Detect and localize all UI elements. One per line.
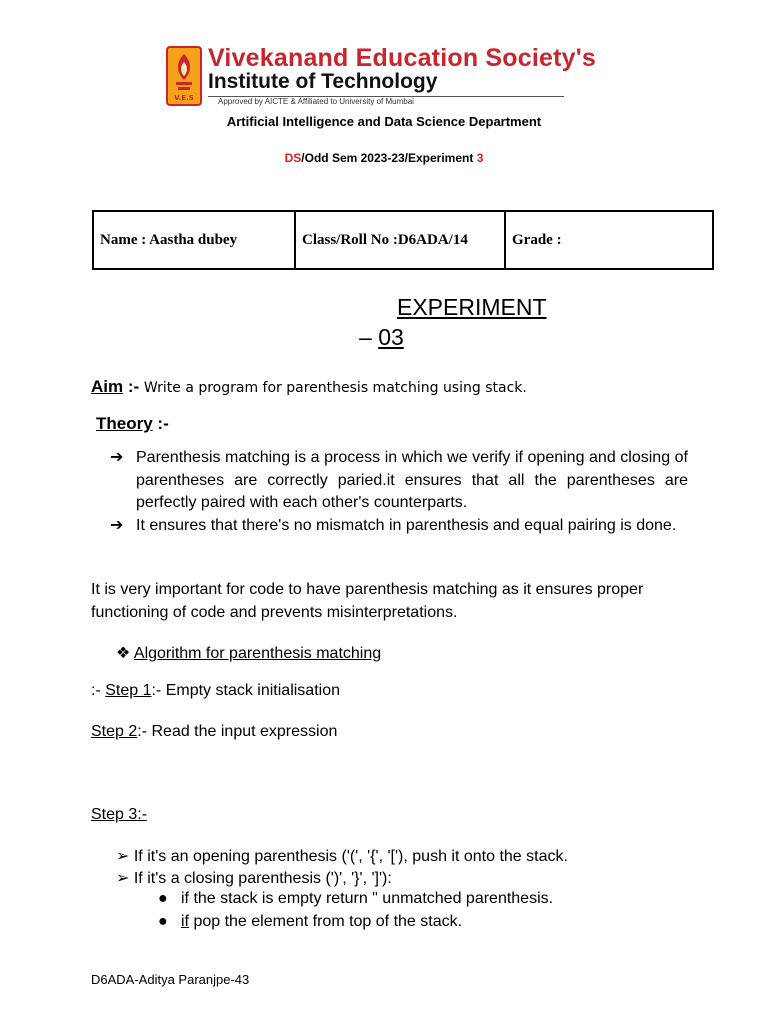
bullet-dot-icon: ●	[158, 890, 181, 907]
step3-dot-2b: pop the element from top of the stack.	[189, 913, 463, 930]
theory-label: Theory	[96, 414, 153, 433]
ves-logo	[166, 46, 202, 106]
page-footer: D6ADA-Aditya Paranjpe-43	[91, 972, 250, 987]
theory-bullet-2: It ensures that there's no mismatch in parenthesis and equal pairing is done.	[136, 517, 677, 534]
list-item	[116, 868, 392, 888]
aim-sep: :-	[123, 377, 144, 396]
step2-text: :- Read the input expression	[137, 723, 338, 740]
step-3	[91, 806, 147, 824]
arrowhead-icon: ➢	[116, 848, 134, 865]
subject-code: DS	[284, 151, 302, 165]
importance-paragraph: It is very important for code to have parenthesis matching as it ensures proper functioning of code and prevents misinterpretations.	[91, 581, 644, 621]
step-2	[91, 723, 337, 741]
approval-text: Approved by AICTE & Affiliated to University of Mumbai	[218, 97, 414, 106]
step1-text: :- Empty stack initialisation	[151, 682, 340, 699]
org-name: Vivekanand Education Society's	[208, 44, 597, 72]
name-cell: Name : Aastha dubey	[93, 211, 295, 269]
step3-sub-1: If it's an opening parenthesis ('(', '{', '['), push it onto the stack.	[133, 848, 568, 865]
class-roll-cell: Class/Roll No :D6ADA/14	[295, 211, 505, 269]
bullet-dot-icon: ●	[158, 913, 181, 930]
arrowhead-icon: ➢	[116, 870, 134, 887]
aim-line	[91, 377, 527, 397]
experiment-line	[0, 151, 768, 165]
step1-prefix: :-	[91, 682, 106, 699]
aim-text: Write a program for parenthesis matching using stack.	[143, 380, 527, 396]
theory-heading	[96, 414, 169, 434]
department-title: Artificial Intelligence and Data Science Department	[226, 114, 542, 129]
table-row	[93, 211, 713, 269]
diamond-bullet-icon: ❖	[116, 645, 134, 662]
semester-text: /Odd Sem 2023-23/Experiment	[301, 151, 477, 165]
list-item	[158, 890, 553, 908]
algorithm-heading	[116, 643, 381, 663]
step3-dot-1: if the stack is empty return " unmatched parenthesis.	[181, 890, 554, 907]
step3-dot-2a: if	[181, 913, 189, 930]
grade-cell: Grade :	[505, 211, 713, 269]
list-item	[116, 846, 568, 866]
theory-sep: :-	[152, 414, 169, 433]
step3-label: Step 3:-	[91, 806, 148, 823]
experiment-title: EXPERIMENT	[397, 294, 547, 320]
aim-label: Aim	[91, 377, 124, 396]
title-dash: –	[359, 324, 379, 350]
algorithm-heading-text: Algorithm for parenthesis matching	[133, 645, 382, 662]
experiment-number: 3	[476, 151, 484, 165]
arrow-icon: ➔	[110, 449, 124, 466]
title-number: 03	[378, 324, 404, 350]
step3-sub-2: If it's a closing parenthesis (')', '}', ']'):	[133, 870, 392, 887]
step-1	[91, 682, 340, 700]
arrow-icon: ➔	[110, 517, 124, 534]
institute-name: Institute of Technology	[208, 70, 438, 93]
list-item	[158, 913, 462, 931]
experiment-number-title	[359, 324, 404, 351]
logo-text: V.E.S	[174, 94, 194, 102]
theory-bullet-1: Parenthesis matching is a process in which we verify if opening and closing of parentheses are correctly paried.it ensures that all the parentheses are perfectly paired with each other's counterparts.	[136, 449, 688, 511]
student-info-table	[92, 210, 714, 270]
step1-label: Step 1	[105, 682, 152, 699]
step2-label: Step 2	[91, 723, 138, 740]
